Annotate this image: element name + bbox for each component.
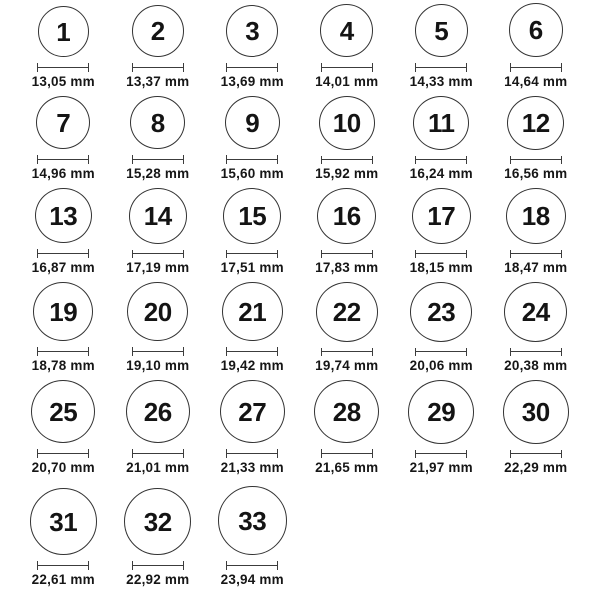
ring-size-item: [205, 380, 300, 482]
ring-size-number: 7: [56, 107, 71, 138]
ring-size-item: [111, 188, 206, 282]
ring-diameter-label: 20,06 mm: [409, 358, 473, 374]
ring-size-number: 13: [49, 200, 78, 231]
ring-size-item: [489, 282, 584, 380]
ring-size-number: 22: [332, 296, 361, 327]
ring-diameter-label: 21,97 mm: [409, 460, 473, 476]
diameter-measure-line: [132, 250, 184, 259]
ring-diameter-label: 18,15 mm: [409, 260, 473, 276]
ring-diameter-label: 22,29 mm: [504, 460, 568, 476]
diameter-measure-line: [510, 63, 562, 72]
ring-diameter-label: 22,61 mm: [31, 572, 95, 588]
ring-circle: [130, 96, 185, 149]
ring-size-row: [0, 482, 600, 594]
ring-size-item: [205, 0, 300, 96]
ring-diameter-label: 17,51 mm: [220, 260, 284, 276]
ring-size-number: 32: [143, 506, 172, 537]
ring-size-item: [394, 96, 489, 188]
ring-size-number: 12: [521, 107, 550, 138]
ring-size-number: 5: [434, 15, 449, 46]
diameter-measure-line: [226, 449, 278, 458]
ring-circle: [218, 486, 287, 555]
ring-diameter-label: 21,01 mm: [126, 460, 190, 476]
ring-circle: [129, 188, 187, 244]
diameter-measure-line: [415, 156, 467, 165]
ring-size-item: [300, 282, 395, 380]
diameter-measure-line: [415, 250, 467, 258]
ring-diameter-label: 13,37 mm: [126, 74, 190, 90]
ring-size-number: 26: [143, 396, 172, 427]
ring-size-number: 25: [49, 396, 78, 427]
ring-circle: [36, 96, 90, 149]
ring-size-number: 19: [49, 296, 78, 327]
diameter-measure-line: [37, 347, 89, 356]
diameter-measure-line: [37, 449, 89, 458]
ring-diameter-label: 22,92 mm: [126, 572, 190, 588]
ring-diameter-label: 15,92 mm: [315, 166, 379, 182]
ring-size-number: 6: [528, 15, 543, 46]
ring-circle: [132, 5, 184, 57]
ring-size-row: [0, 188, 600, 282]
ring-size-number: 20: [143, 296, 172, 327]
ring-circle: [220, 380, 285, 443]
ring-circle: [413, 96, 469, 150]
diameter-measure-line: [510, 250, 562, 258]
ring-circle: [31, 380, 95, 443]
ring-size-number: 11: [428, 107, 455, 138]
ring-circle: [124, 488, 191, 555]
ring-size-number: 24: [521, 296, 550, 327]
ring-size-item: [205, 96, 300, 188]
ring-size-number: 14: [143, 200, 172, 231]
ring-diameter-label: 21,65 mm: [315, 460, 379, 476]
ring-size-item: [300, 96, 395, 188]
ring-size-item: [489, 0, 584, 96]
ring-size-row: [0, 0, 600, 96]
ring-size-number: 4: [339, 15, 354, 46]
ring-diameter-label: 13,05 mm: [31, 74, 95, 90]
ring-size-number: 21: [238, 296, 267, 327]
ring-circle: [507, 96, 564, 150]
ring-size-item: [111, 482, 206, 594]
ring-size-item: [394, 188, 489, 282]
ring-size-item: [394, 282, 489, 380]
ring-size-item: [489, 380, 584, 482]
ring-size-item: [489, 96, 584, 188]
ring-diameter-label: 14,01 mm: [315, 74, 379, 90]
ring-size-item: [205, 282, 300, 380]
ring-size-number: 30: [521, 396, 550, 427]
ring-diameter-label: 20,70 mm: [31, 460, 95, 476]
ring-diameter-label: 14,33 mm: [409, 74, 473, 90]
diameter-measure-line: [37, 155, 89, 164]
ring-size-item: [16, 0, 111, 96]
diameter-measure-line: [415, 348, 467, 357]
ring-size-item: [300, 188, 395, 282]
ring-diameter-label: 23,94 mm: [220, 572, 284, 588]
diameter-measure-line: [415, 63, 467, 72]
ring-size-number: 8: [150, 107, 165, 138]
ring-diameter-label: 15,28 mm: [126, 166, 190, 182]
ring-circle: [316, 282, 378, 342]
diameter-measure-line: [132, 561, 184, 570]
diameter-measure-line: [132, 449, 184, 458]
ring-size-item: [16, 282, 111, 380]
ring-circle: [127, 282, 188, 341]
ring-size-number: 15: [238, 200, 267, 231]
ring-size-row: [0, 282, 600, 380]
diameter-measure-line: [321, 348, 373, 357]
ring-size-number: 17: [427, 200, 456, 231]
diameter-measure-line: [226, 347, 278, 356]
diameter-measure-line: [510, 450, 562, 459]
ring-diameter-label: 17,19 mm: [126, 260, 190, 276]
diameter-measure-line: [510, 348, 562, 357]
ring-size-number: 2: [150, 16, 165, 47]
ring-diameter-label: 18,78 mm: [31, 358, 95, 374]
ring-circle: [506, 188, 566, 244]
ring-size-item: [111, 380, 206, 482]
ring-circle: [415, 4, 468, 57]
ring-size-number: 10: [332, 107, 361, 138]
ring-circle: [320, 4, 373, 57]
ring-circle: [412, 188, 471, 244]
ring-circle: [504, 282, 567, 342]
diameter-measure-line: [226, 63, 278, 72]
ring-diameter-label: 19,10 mm: [126, 358, 190, 374]
ring-size-number: 1: [56, 16, 71, 47]
diameter-measure-line: [37, 63, 89, 72]
ring-diameter-label: 17,83 mm: [315, 260, 379, 276]
ring-circle: [408, 380, 474, 444]
diameter-measure-line: [132, 155, 184, 164]
ring-size-item: [205, 482, 300, 594]
ring-size-number: 33: [238, 505, 267, 536]
ring-circle: [317, 188, 376, 244]
ring-diameter-label: 14,64 mm: [504, 74, 568, 90]
ring-diameter-label: 16,24 mm: [409, 166, 473, 182]
ring-circle: [410, 282, 472, 342]
ring-circle: [35, 188, 92, 243]
ring-circle: [223, 188, 281, 244]
ring-circle: [126, 380, 190, 443]
ring-diameter-label: 20,38 mm: [504, 358, 568, 374]
diameter-measure-line: [510, 156, 562, 164]
ring-diameter-label: 19,42 mm: [220, 358, 284, 374]
ring-circle: [503, 380, 569, 444]
ring-diameter-label: 16,87 mm: [31, 260, 95, 276]
diameter-measure-line: [132, 63, 184, 72]
ring-size-item: [394, 0, 489, 96]
diameter-measure-line: [226, 250, 278, 259]
ring-diameter-label: 21,33 mm: [220, 460, 284, 476]
diameter-measure-line: [321, 449, 373, 458]
ring-size-number: 23: [427, 296, 456, 327]
ring-size-number: 28: [332, 396, 361, 427]
ring-size-item: [489, 188, 584, 282]
ring-size-number: 16: [332, 200, 361, 231]
ring-size-item: [111, 282, 206, 380]
diameter-measure-line: [37, 561, 89, 570]
ring-diameter-label: 19,74 mm: [315, 358, 379, 374]
ring-size-row: [0, 380, 600, 482]
diameter-measure-line: [321, 63, 373, 72]
ring-size-item: [16, 380, 111, 482]
ring-size-item: [300, 0, 395, 96]
diameter-measure-line: [415, 450, 467, 459]
ring-size-item: [300, 380, 395, 482]
ring-size-number: 18: [521, 200, 550, 231]
ring-size-number: 27: [238, 396, 267, 427]
diameter-measure-line: [321, 156, 373, 165]
ring-circle: [33, 282, 93, 341]
ring-circle: [509, 3, 563, 57]
diameter-measure-line: [37, 249, 89, 258]
ring-size-item: [111, 0, 206, 96]
ring-size-item: [205, 188, 300, 282]
ring-size-item: [394, 380, 489, 482]
ring-diameter-label: 18,47 mm: [504, 260, 568, 276]
ring-circle: [319, 96, 375, 150]
diameter-measure-line: [132, 347, 184, 356]
ring-circle: [225, 96, 280, 149]
ring-circle: [30, 488, 97, 555]
diameter-measure-line: [226, 155, 278, 164]
ring-size-item: [16, 188, 111, 282]
ring-diameter-label: 14,96 mm: [31, 166, 95, 182]
ring-circle: [38, 6, 89, 57]
ring-diameter-label: 16,56 mm: [504, 166, 568, 182]
diameter-measure-line: [226, 561, 278, 570]
ring-size-number: 31: [49, 506, 78, 537]
ring-circle: [222, 282, 283, 341]
diameter-measure-line: [321, 250, 373, 258]
ring-size-item: [111, 96, 206, 188]
ring-diameter-label: 13,69 mm: [220, 74, 284, 90]
ring-diameter-label: 15,60 mm: [220, 166, 284, 182]
ring-circle: [226, 5, 278, 57]
ring-size-number: 3: [245, 16, 260, 47]
ring-circle: [314, 380, 379, 443]
ring-size-number: 29: [427, 396, 456, 427]
ring-size-row: [0, 96, 600, 188]
ring-size-item: [16, 96, 111, 188]
ring-size-item: [16, 482, 111, 594]
ring-size-number: 9: [245, 107, 260, 138]
